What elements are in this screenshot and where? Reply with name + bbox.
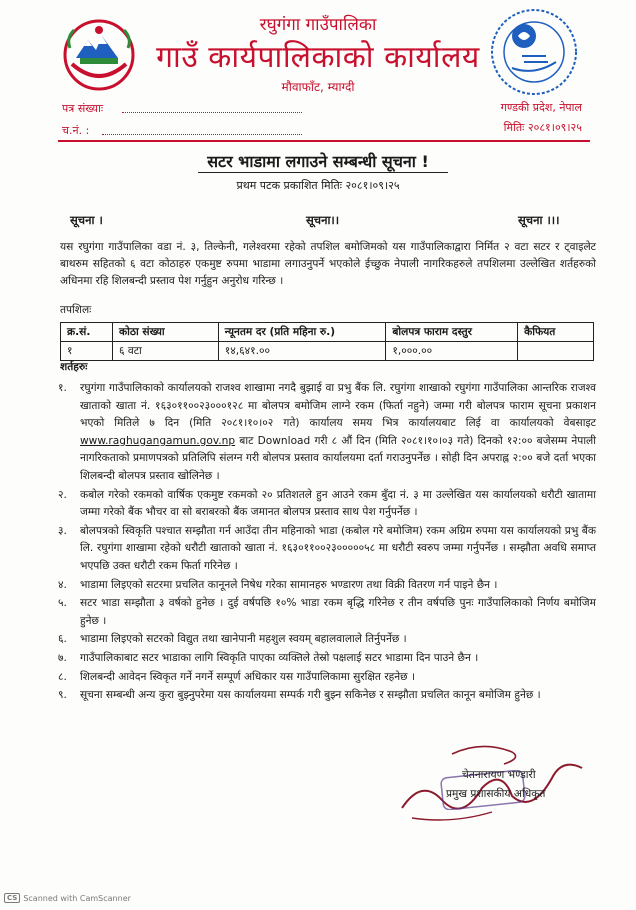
term-number: ९. bbox=[58, 689, 67, 702]
table-header-cell: क्र.सं. bbox=[61, 323, 113, 342]
term-text: बाट Download गरी ८ औं दिन (मिति २०८१।१०।०३ गते) दिनको १२:०० बजेसम्म नेपाली नागरिकताको प्रमाणपत्रको प्रतिलिपि संलग्न गरी बोलपत्र प्रस्ताव कार्यालयमा दर्ता गराउनुपर्नेछ । सोही दिन अपराह्न २:०० बजे दर्ता भएका शिलबन्दी बोलपत्र प्रस्ताव खोलिनेछ । bbox=[80, 434, 596, 482]
term-text: रघुगंगा गाउँपालिकाको कार्यालयको राजश्व शाखामा नगदै बुझाई वा प्रभु बैंक लि. रघुगंगा शाखाको रघुगंगा गाउँपालिका आन्तरिक राजश्व खाताको खाता नं. १६३०११००२३०००१२८ मा बोलपत्र बमोजिम लाग्ने रकम (फिर्ता नहुने) जम्मा गरी बोलपत्र फाराम सूचना प्रकाशन भएको मितिले ७ दिन (मिति २०८१।१०।०२ गते) कार्यालय समय भित्र कार्यालयबाट लिई वा कार्यालयको वेबसाइट bbox=[80, 382, 596, 430]
table-cell: १,०००.०० bbox=[386, 342, 518, 361]
terms-label: शर्तहरुः bbox=[60, 361, 88, 373]
table-header-row bbox=[61, 323, 594, 342]
list-item bbox=[58, 380, 596, 486]
dispatch-number-label: च.नं. : bbox=[62, 124, 90, 137]
table-cell: १ bbox=[61, 342, 113, 361]
signatory-role: प्रमुख प्रशासकीय अधिकृत bbox=[446, 788, 546, 800]
signatory-name: चेतनारायण भण्डारी bbox=[462, 769, 536, 781]
term-text: गाउँपालिकाबाट सटर भाडाका लागि स्विकृति पाएका व्यक्तिले तेस्रो पक्षलाई सटर भाडामा दिन पाउने छैन । bbox=[80, 651, 479, 664]
scanner-watermark bbox=[4, 893, 131, 903]
letter-number-label: पत्र संख्याः bbox=[62, 102, 104, 115]
table-cell bbox=[518, 342, 594, 361]
term-number: ६. bbox=[58, 633, 67, 646]
office-name: गाउँ कार्यपालिकाको कार्यालय bbox=[156, 40, 480, 75]
province-text: गण्डकी प्रदेश, नेपाल bbox=[500, 101, 582, 114]
table-cell: १४,६४१.०० bbox=[218, 342, 386, 361]
list-item bbox=[58, 595, 596, 630]
title-underline bbox=[198, 172, 448, 173]
publish-date: प्रथम पटक प्रकाशित मितिः २०८१।०९।२५ bbox=[236, 179, 400, 192]
table-header-cell: कोठा संख्या bbox=[112, 323, 218, 342]
table-header-cell: कैफियत bbox=[518, 323, 594, 342]
list-item bbox=[58, 577, 596, 595]
table-header-cell: बोलपत्र फाराम दस्तुर bbox=[386, 323, 518, 342]
letter-date: मितिः २०८१।०९।२५ bbox=[503, 121, 582, 134]
header-rule bbox=[58, 140, 590, 142]
notice-label-2: सूचना।। bbox=[306, 213, 340, 227]
term-text: सूचना सम्बन्धी अन्य कुरा बुझ्नुपरेमा यस कार्यालयमा सम्पर्क गरी बुझ्न सकिनेछ र सम्झौता प्रचलित कानून बमोजिम हुनेछ । bbox=[80, 689, 541, 702]
term-text: भाडामा लिइएको सटरमा प्रचलित कानूनले निषेध गरेका सामानहरु भण्डारण तथा विक्री वितरण गर्न पाइने छैन । bbox=[80, 578, 498, 591]
list-item bbox=[58, 687, 596, 705]
letter-number-line bbox=[122, 112, 302, 113]
municipality-name: रघुगंगा गाउँपालिका bbox=[259, 15, 377, 35]
website-link[interactable]: www.raghugangamun.gov.np bbox=[80, 434, 236, 447]
term-text: बोलपत्रको स्विकृति पश्चात सम्झौता गर्न आउँदा तीन महिनाको भाडा (कबोल गरे बमोजिम) रकम अग्रिम रुपमा यस कार्यालयको प्रभु बैंक लि. रघुगंगा शाखामा रहेको धरौटी खाताको खाता नं. १६३०११००२३०००००५८ मा धरौटी स्वरुप जम्मा गर्नुपर्नेछ । सम्झौता अवधि समाप्त भएपछि उक्त धरौटी रकम फिर्ता गरिनेछ । bbox=[80, 524, 596, 572]
term-number: २. bbox=[58, 488, 67, 501]
term-number: ४. bbox=[58, 578, 67, 591]
list-item bbox=[58, 669, 596, 687]
list-item bbox=[58, 650, 596, 668]
list-item bbox=[58, 523, 596, 576]
table-header-cell: न्यूनतम दर (प्रति महिना रु.) bbox=[218, 323, 386, 342]
notice-title: सटर भाडामा लगाउने सम्बन्धी सूचना ! bbox=[207, 152, 429, 171]
term-number: ७. bbox=[58, 651, 67, 664]
scanner-text: Scanned with CamScanner bbox=[23, 893, 131, 903]
term-text: शिलबन्दी आवेदन स्विकृत गर्ने नगर्ने सम्पूर्ण अधिकार यस गाउँपालिकामा सुरक्षित रहनेछ । bbox=[80, 670, 415, 683]
terms-list bbox=[58, 380, 596, 706]
table-cell: ६ वटा bbox=[112, 342, 218, 361]
term-number: ८. bbox=[58, 670, 67, 683]
term-number: ५. bbox=[58, 597, 67, 610]
list-item bbox=[58, 487, 596, 522]
municipality-seal-icon bbox=[488, 6, 580, 98]
notice-label-3: सूचना ।।। bbox=[518, 213, 560, 227]
office-address: मौवाफाँट, म्याग्दी bbox=[281, 80, 355, 94]
term-number: ३. bbox=[58, 524, 67, 537]
table-row bbox=[61, 342, 594, 361]
dispatch-number-line bbox=[102, 134, 302, 135]
term-number: १. bbox=[58, 382, 67, 394]
table-label: तपशिलः bbox=[60, 304, 92, 316]
details-table bbox=[60, 322, 594, 361]
camscanner-icon: CS bbox=[4, 893, 20, 903]
intro-paragraph: यस रघुगंगा गाउँपालिका वडा नं. ३, तिल्केनी, गलेश्वरमा रहेको तपशिल बमोजिमको यस गाउँपालिकाद्वारा निर्मित २ वटा सटर र ट्वाइलेट बाथरुम सहितको ६ वटा कोठाहरु एकमुष्ट रुपमा भाडामा लगाउनुपर्ने भएकोले ईच्छुक नेपाली नागरिकहरुले तपशिलमा उल्लेखित शर्तहरुको अधिनमा रहि शिलबन्दी प्रस्ताव पेश गर्नुहुन अनुरोध गरिन्छ । bbox=[60, 241, 596, 287]
notice-label-1: सूचना । bbox=[70, 213, 103, 227]
list-item bbox=[58, 631, 596, 649]
term-text: सटर भाडा सम्झौता ३ वर्षको हुनेछ । दुई वर्षपछि १०% भाडा रकम बृद्धि गरिनेछ र तीन वर्षपछि पुनः गाउँपालिकाको निर्णय बमोजिम हुनेछ । bbox=[80, 597, 596, 627]
term-text: कबोल गरेको रकमको वार्षिक एकमुष्ट रकमको २० प्रतिशतले हुन आउने रकम बुँदा नं. ३ मा उल्लेखित यस कार्यालयको धरौटी खातामा जम्मा गरेको बैंक भौचर वा सो बराबरको बैंक जमानत बोलपत्र प्रस्ताव साथ पेश गर्नुपर्नेछ । bbox=[80, 488, 596, 519]
term-text: भाडामा लिइएको सटरको विद्युत तथा खानेपानी महशुल स्वयम् बहालवालाले तिर्नुपर्नेछ । bbox=[80, 633, 407, 646]
